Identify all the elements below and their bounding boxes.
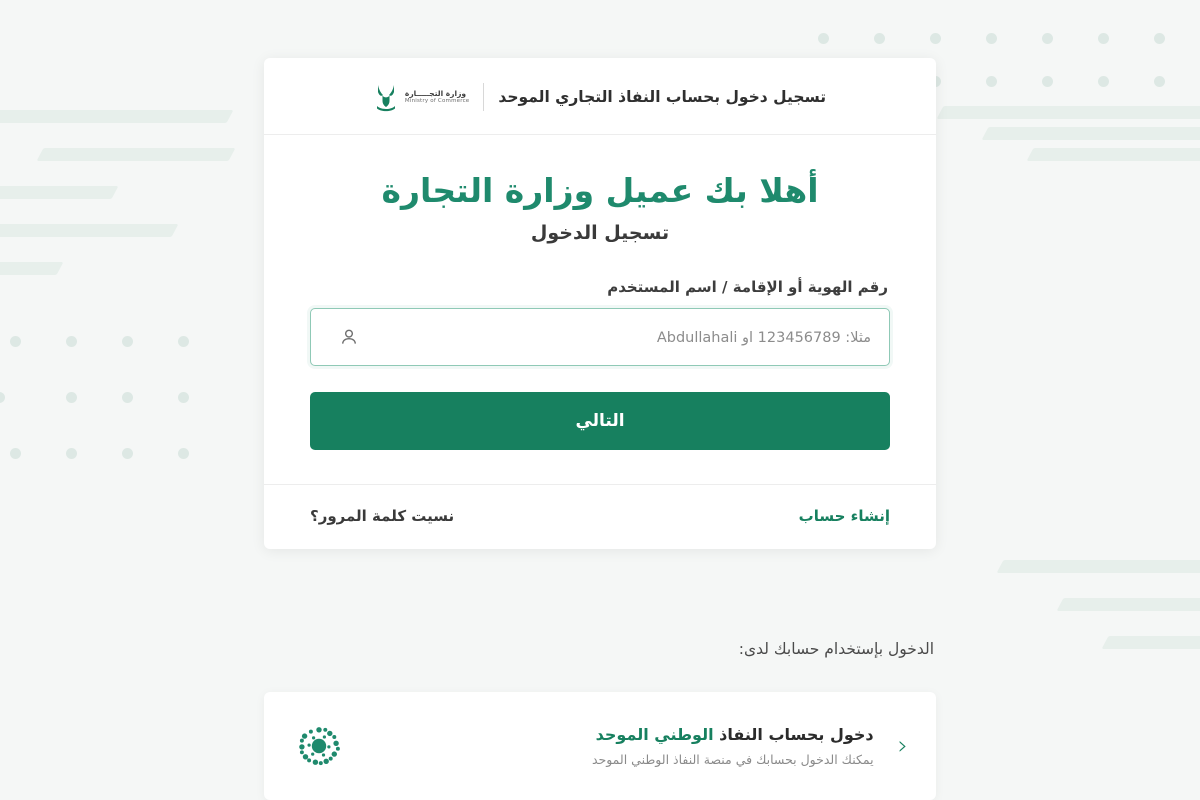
decor-bar <box>937 106 1200 119</box>
forgot-password-link[interactable]: نسيت كلمة المرور؟ <box>310 507 455 525</box>
create-account-link[interactable]: إنشاء حساب <box>798 507 890 525</box>
chevron-left-icon[interactable]: ‹ <box>897 731 908 761</box>
decor-dot <box>1042 33 1053 44</box>
decor-dot <box>122 336 133 347</box>
header-title: تسجيل دخول بحساب النفاذ التجاري الموحد <box>498 88 827 106</box>
decor-bar <box>37 148 236 161</box>
decor-dot <box>986 33 997 44</box>
card-header <box>264 58 936 135</box>
username-input-wrapper[interactable] <box>310 308 890 366</box>
decor-bar <box>1057 598 1200 611</box>
alt-login-label: الدخول بإستخدام حسابك لدى: <box>738 640 934 658</box>
nafath-title-prefix: دخول بحساب النفاذ <box>713 725 874 744</box>
decor-dot <box>0 392 5 403</box>
user-icon <box>339 327 359 347</box>
decor-bar <box>1027 148 1200 161</box>
nafath-title-highlight: الوطني الموحد <box>595 725 714 744</box>
decor-dot <box>1154 33 1165 44</box>
nafath-option-title <box>364 725 874 744</box>
page-subtitle: تسجيل الدخول <box>530 222 670 244</box>
decor-dot <box>122 448 133 459</box>
decor-dot <box>1098 33 1109 44</box>
decor-bar <box>0 110 233 123</box>
decor-dot <box>10 336 21 347</box>
decor-dot <box>66 448 77 459</box>
decor-dot <box>66 392 77 403</box>
decor-dot <box>1042 76 1053 87</box>
decor-dot <box>818 33 829 44</box>
saudi-emblem-icon <box>374 82 398 112</box>
nafath-login-option[interactable] <box>264 692 936 800</box>
welcome-heading: أهلا بك عميل وزارة التجارة <box>381 171 819 210</box>
decor-bar <box>0 224 178 237</box>
decor-bar <box>0 186 118 199</box>
nafath-option-description: يمكنك الدخول بحسابك في منصة النفاذ الوطني الموحد <box>591 752 874 767</box>
decor-bar <box>1102 636 1200 649</box>
nafath-logo-icon <box>292 719 346 773</box>
username-field-label: رقم الهوية أو الإقامة / اسم المستخدم <box>607 278 888 296</box>
decor-dot <box>1154 76 1165 87</box>
card-body <box>264 135 936 484</box>
ministry-of-commerce-logo <box>374 82 469 112</box>
username-input[interactable] <box>359 309 873 365</box>
decor-dot <box>178 448 189 459</box>
decor-dot <box>10 448 21 459</box>
logo-arabic-text: وزارة التجـــــارة <box>404 88 467 98</box>
decor-dot <box>122 392 133 403</box>
next-button[interactable]: التالي <box>310 392 890 450</box>
decor-dot <box>178 392 189 403</box>
card-footer <box>264 484 936 549</box>
logo-wordmark <box>405 90 469 105</box>
decor-dot <box>874 33 885 44</box>
decor-bar <box>0 262 63 275</box>
decor-dot <box>66 336 77 347</box>
header-divider <box>483 83 484 111</box>
decor-dot <box>178 336 189 347</box>
decor-dot <box>930 33 941 44</box>
logo-english-text: Ministry of Commerce <box>404 98 470 105</box>
decor-bar <box>982 127 1200 140</box>
decor-bar <box>997 560 1200 573</box>
nafath-option-texts <box>364 725 874 767</box>
decor-dot <box>986 76 997 87</box>
login-card <box>264 58 936 549</box>
decor-dot <box>1098 76 1109 87</box>
